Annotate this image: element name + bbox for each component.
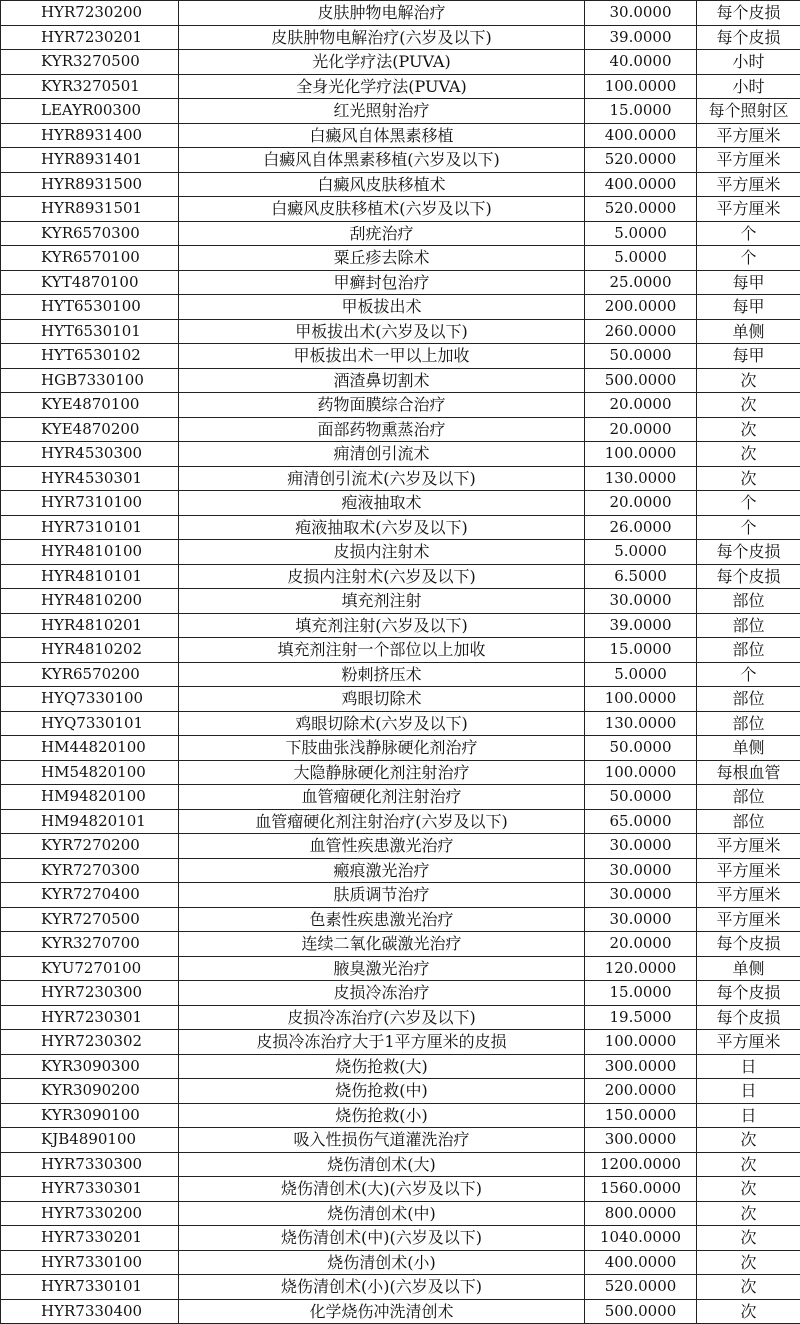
item-unit-cell: 个 — [697, 246, 800, 271]
item-code-cell: KYR6570300 — [1, 221, 179, 246]
table-row — [1, 907, 800, 932]
item-code-cell: KYR3270501 — [1, 74, 179, 99]
item-unit-cell: 次 — [697, 1128, 800, 1153]
table-row — [1, 25, 800, 50]
item-code-cell: HM44820100 — [1, 736, 179, 761]
item-name-cell: 吸入性损伤气道灌洗治疗 — [179, 1128, 585, 1153]
table-row — [1, 74, 800, 99]
item-name-cell: 皮损冷冻治疗 — [179, 981, 585, 1006]
table-row — [1, 1275, 800, 1300]
table-row — [1, 564, 800, 589]
item-unit-cell: 部位 — [697, 589, 800, 614]
item-unit-cell: 每根血管 — [697, 760, 800, 785]
item-unit-cell: 每个皮损 — [697, 981, 800, 1006]
item-unit-cell: 每个皮损 — [697, 25, 800, 50]
item-code-cell: KYR3090300 — [1, 1054, 179, 1079]
table-row — [1, 809, 800, 834]
item-unit-cell: 平方厘米 — [697, 172, 800, 197]
table-row — [1, 956, 800, 981]
item-price-cell: 15.0000 — [585, 981, 697, 1006]
item-unit-cell: 个 — [697, 491, 800, 516]
table-row — [1, 99, 800, 124]
table-row — [1, 858, 800, 883]
item-code-cell: HYR4810201 — [1, 613, 179, 638]
item-unit-cell: 每甲 — [697, 344, 800, 369]
item-unit-cell: 部位 — [697, 785, 800, 810]
item-unit-cell: 每个皮损 — [697, 1, 800, 26]
item-code-cell: KYE4870200 — [1, 417, 179, 442]
item-price-cell: 300.0000 — [585, 1054, 697, 1079]
item-code-cell: HYR7230301 — [1, 1005, 179, 1030]
item-code-cell: KYR3270700 — [1, 932, 179, 957]
item-price-cell: 26.0000 — [585, 515, 697, 540]
item-code-cell: HYR7330100 — [1, 1250, 179, 1275]
table-row — [1, 1152, 800, 1177]
item-price-cell: 39.0000 — [585, 613, 697, 638]
item-price-cell: 200.0000 — [585, 295, 697, 320]
item-name-cell: 全身光化学疗法(PUVA) — [179, 74, 585, 99]
item-code-cell: HYQ7330100 — [1, 687, 179, 712]
item-code-cell: HYR7330301 — [1, 1177, 179, 1202]
item-unit-cell: 单侧 — [697, 956, 800, 981]
table-row — [1, 1103, 800, 1128]
item-code-cell: HM54820100 — [1, 760, 179, 785]
item-price-cell: 1560.0000 — [585, 1177, 697, 1202]
table-row — [1, 270, 800, 295]
item-price-cell: 130.0000 — [585, 711, 697, 736]
item-name-cell: 鸡眼切除术(六岁及以下) — [179, 711, 585, 736]
item-name-cell: 烧伤抢救(大) — [179, 1054, 585, 1079]
item-price-cell: 30.0000 — [585, 858, 697, 883]
item-name-cell: 皮肤肿物电解治疗(六岁及以下) — [179, 25, 585, 50]
item-name-cell: 甲癣封包治疗 — [179, 270, 585, 295]
item-name-cell: 白癜风皮肤移植术 — [179, 172, 585, 197]
item-unit-cell: 平方厘米 — [697, 123, 800, 148]
item-name-cell: 血管瘤硬化剂注射治疗 — [179, 785, 585, 810]
item-name-cell: 白癜风自体黑素移植 — [179, 123, 585, 148]
table-row — [1, 981, 800, 1006]
item-price-cell: 30.0000 — [585, 1, 697, 26]
table-row — [1, 1201, 800, 1226]
item-unit-cell: 平方厘米 — [697, 197, 800, 222]
item-price-cell: 20.0000 — [585, 932, 697, 957]
item-code-cell: HYR7330400 — [1, 1299, 179, 1324]
item-unit-cell: 每个皮损 — [697, 540, 800, 565]
item-price-cell: 300.0000 — [585, 1128, 697, 1153]
item-unit-cell: 每个皮损 — [697, 564, 800, 589]
fee-table-body — [1, 1, 800, 1324]
item-name-cell: 烧伤清创术(中)(六岁及以下) — [179, 1226, 585, 1251]
item-name-cell: 刮疣治疗 — [179, 221, 585, 246]
item-name-cell: 血管性疾患激光治疗 — [179, 834, 585, 859]
item-name-cell: 鸡眼切除术 — [179, 687, 585, 712]
table-row — [1, 760, 800, 785]
item-code-cell: HYR4810101 — [1, 564, 179, 589]
table-row — [1, 1, 800, 26]
item-price-cell: 30.0000 — [585, 589, 697, 614]
item-unit-cell: 每甲 — [697, 270, 800, 295]
item-price-cell: 520.0000 — [585, 148, 697, 173]
item-unit-cell: 日 — [697, 1079, 800, 1104]
item-code-cell: KYR3090100 — [1, 1103, 179, 1128]
item-unit-cell: 平方厘米 — [697, 834, 800, 859]
table-row — [1, 540, 800, 565]
item-code-cell: KYR6570100 — [1, 246, 179, 271]
table-row — [1, 613, 800, 638]
item-price-cell: 150.0000 — [585, 1103, 697, 1128]
item-price-cell: 500.0000 — [585, 1299, 697, 1324]
item-code-cell: HYR7330101 — [1, 1275, 179, 1300]
item-unit-cell: 平方厘米 — [697, 148, 800, 173]
item-unit-cell: 次 — [697, 368, 800, 393]
item-price-cell: 15.0000 — [585, 99, 697, 124]
table-row — [1, 1250, 800, 1275]
item-name-cell: 甲板拔出术一甲以上加收 — [179, 344, 585, 369]
table-row — [1, 736, 800, 761]
item-unit-cell: 次 — [697, 1152, 800, 1177]
item-name-cell: 面部药物熏蒸治疗 — [179, 417, 585, 442]
table-row — [1, 1128, 800, 1153]
item-code-cell: KYE4870100 — [1, 393, 179, 418]
item-unit-cell: 次 — [697, 417, 800, 442]
item-code-cell: HYQ7330101 — [1, 711, 179, 736]
item-price-cell: 50.0000 — [585, 344, 697, 369]
item-code-cell: HYR8931501 — [1, 197, 179, 222]
item-unit-cell: 次 — [697, 1299, 800, 1324]
item-code-cell: LEAYR00300 — [1, 99, 179, 124]
item-code-cell: KYR7270400 — [1, 883, 179, 908]
item-code-cell: KYR7270200 — [1, 834, 179, 859]
item-name-cell: 血管瘤硬化剂注射治疗(六岁及以下) — [179, 809, 585, 834]
item-unit-cell: 平方厘米 — [697, 907, 800, 932]
item-unit-cell: 小时 — [697, 74, 800, 99]
table-row — [1, 319, 800, 344]
item-price-cell: 400.0000 — [585, 123, 697, 148]
item-price-cell: 100.0000 — [585, 74, 697, 99]
item-code-cell: HYR7310101 — [1, 515, 179, 540]
table-row — [1, 711, 800, 736]
item-name-cell: 皮损内注射术 — [179, 540, 585, 565]
item-name-cell: 烧伤抢救(小) — [179, 1103, 585, 1128]
item-name-cell: 填充剂注射 — [179, 589, 585, 614]
item-price-cell: 50.0000 — [585, 785, 697, 810]
item-name-cell: 连续二氧化碳激光治疗 — [179, 932, 585, 957]
item-unit-cell: 日 — [697, 1054, 800, 1079]
item-name-cell: 腋臭激光治疗 — [179, 956, 585, 981]
item-code-cell: KYR7270500 — [1, 907, 179, 932]
table-row — [1, 1005, 800, 1030]
item-name-cell: 烧伤清创术(中) — [179, 1201, 585, 1226]
item-price-cell: 15.0000 — [585, 638, 697, 663]
item-price-cell: 520.0000 — [585, 1275, 697, 1300]
item-unit-cell: 次 — [697, 442, 800, 467]
item-name-cell: 皮损内注射术(六岁及以下) — [179, 564, 585, 589]
table-row — [1, 344, 800, 369]
table-row — [1, 197, 800, 222]
item-price-cell: 6.5000 — [585, 564, 697, 589]
table-row — [1, 466, 800, 491]
item-unit-cell: 平方厘米 — [697, 858, 800, 883]
item-unit-cell: 每个皮损 — [697, 932, 800, 957]
item-name-cell: 色素性疾患激光治疗 — [179, 907, 585, 932]
item-code-cell: HYR7230302 — [1, 1030, 179, 1055]
item-price-cell: 50.0000 — [585, 736, 697, 761]
table-row — [1, 1030, 800, 1055]
item-name-cell: 疱液抽取术 — [179, 491, 585, 516]
item-code-cell: HYT6530101 — [1, 319, 179, 344]
item-name-cell: 粉刺挤压术 — [179, 662, 585, 687]
item-name-cell: 光化学疗法(PUVA) — [179, 50, 585, 75]
item-price-cell: 65.0000 — [585, 809, 697, 834]
item-price-cell: 260.0000 — [585, 319, 697, 344]
item-unit-cell: 次 — [697, 1201, 800, 1226]
item-unit-cell: 日 — [697, 1103, 800, 1128]
item-code-cell: HYR4810200 — [1, 589, 179, 614]
table-row — [1, 1226, 800, 1251]
item-name-cell: 甲板拔出术(六岁及以下) — [179, 319, 585, 344]
item-code-cell: HYR7330201 — [1, 1226, 179, 1251]
table-row — [1, 1177, 800, 1202]
table-row — [1, 1079, 800, 1104]
table-row — [1, 172, 800, 197]
item-unit-cell: 部位 — [697, 809, 800, 834]
item-price-cell: 19.5000 — [585, 1005, 697, 1030]
item-price-cell: 39.0000 — [585, 25, 697, 50]
item-price-cell: 30.0000 — [585, 883, 697, 908]
table-row — [1, 883, 800, 908]
item-price-cell: 5.0000 — [585, 221, 697, 246]
item-code-cell: HGB7330100 — [1, 368, 179, 393]
item-price-cell: 100.0000 — [585, 442, 697, 467]
item-name-cell: 肤质调节治疗 — [179, 883, 585, 908]
item-price-cell: 100.0000 — [585, 1030, 697, 1055]
table-row — [1, 515, 800, 540]
table-row — [1, 442, 800, 467]
item-name-cell: 填充剂注射一个部位以上加收 — [179, 638, 585, 663]
item-code-cell: KYR3090200 — [1, 1079, 179, 1104]
item-price-cell: 130.0000 — [585, 466, 697, 491]
item-name-cell: 酒渣鼻切割术 — [179, 368, 585, 393]
table-row — [1, 393, 800, 418]
item-name-cell: 烧伤清创术(大)(六岁及以下) — [179, 1177, 585, 1202]
item-unit-cell: 小时 — [697, 50, 800, 75]
item-price-cell: 100.0000 — [585, 760, 697, 785]
item-name-cell: 烧伤清创术(小)(六岁及以下) — [179, 1275, 585, 1300]
item-unit-cell: 每甲 — [697, 295, 800, 320]
item-code-cell: HYR8931500 — [1, 172, 179, 197]
item-name-cell: 痈清创引流术 — [179, 442, 585, 467]
item-code-cell: HYR7330300 — [1, 1152, 179, 1177]
item-price-cell: 400.0000 — [585, 1250, 697, 1275]
item-name-cell: 化学烧伤冲洗清创术 — [179, 1299, 585, 1324]
item-code-cell: HYR7230201 — [1, 25, 179, 50]
item-code-cell: KYR6570200 — [1, 662, 179, 687]
table-row — [1, 1299, 800, 1324]
item-price-cell: 5.0000 — [585, 540, 697, 565]
item-name-cell: 甲板拔出术 — [179, 295, 585, 320]
table-row — [1, 785, 800, 810]
item-name-cell: 烧伤抢救(中) — [179, 1079, 585, 1104]
item-unit-cell: 次 — [697, 1275, 800, 1300]
item-name-cell: 烧伤清创术(大) — [179, 1152, 585, 1177]
item-price-cell: 5.0000 — [585, 246, 697, 271]
item-price-cell: 1200.0000 — [585, 1152, 697, 1177]
item-name-cell: 瘢痕激光治疗 — [179, 858, 585, 883]
item-code-cell: HYR4530301 — [1, 466, 179, 491]
table-row — [1, 834, 800, 859]
item-code-cell: HYR8931400 — [1, 123, 179, 148]
item-unit-cell: 次 — [697, 1250, 800, 1275]
item-unit-cell: 个 — [697, 515, 800, 540]
item-unit-cell: 每个照射区 — [697, 99, 800, 124]
item-name-cell: 红光照射治疗 — [179, 99, 585, 124]
item-price-cell: 520.0000 — [585, 197, 697, 222]
item-unit-cell: 次 — [697, 1226, 800, 1251]
item-code-cell: HYR4530300 — [1, 442, 179, 467]
item-name-cell: 大隐静脉硬化剂注射治疗 — [179, 760, 585, 785]
item-price-cell: 20.0000 — [585, 417, 697, 442]
item-price-cell: 20.0000 — [585, 491, 697, 516]
table-row — [1, 123, 800, 148]
item-unit-cell: 次 — [697, 466, 800, 491]
item-name-cell: 皮肤肿物电解治疗 — [179, 1, 585, 26]
item-price-cell: 120.0000 — [585, 956, 697, 981]
table-row — [1, 662, 800, 687]
item-code-cell: KJB4890100 — [1, 1128, 179, 1153]
item-name-cell: 填充剂注射(六岁及以下) — [179, 613, 585, 638]
item-price-cell: 5.0000 — [585, 662, 697, 687]
item-name-cell: 疱液抽取术(六岁及以下) — [179, 515, 585, 540]
item-unit-cell: 部位 — [697, 711, 800, 736]
item-unit-cell: 个 — [697, 662, 800, 687]
item-code-cell: KYT4870100 — [1, 270, 179, 295]
item-code-cell: HYT6530102 — [1, 344, 179, 369]
table-row — [1, 50, 800, 75]
item-price-cell: 400.0000 — [585, 172, 697, 197]
item-unit-cell: 平方厘米 — [697, 883, 800, 908]
item-code-cell: HYR4810202 — [1, 638, 179, 663]
item-name-cell: 皮损冷冻治疗(六岁及以下) — [179, 1005, 585, 1030]
item-code-cell: KYR7270300 — [1, 858, 179, 883]
item-price-cell: 800.0000 — [585, 1201, 697, 1226]
item-unit-cell: 部位 — [697, 613, 800, 638]
item-name-cell: 下肢曲张浅静脉硬化剂治疗 — [179, 736, 585, 761]
item-code-cell: HM94820100 — [1, 785, 179, 810]
item-code-cell: KYU7270100 — [1, 956, 179, 981]
item-code-cell: HYR7230200 — [1, 1, 179, 26]
item-unit-cell: 部位 — [697, 687, 800, 712]
table-row — [1, 491, 800, 516]
item-unit-cell: 部位 — [697, 638, 800, 663]
table-row — [1, 417, 800, 442]
item-unit-cell: 每个皮损 — [697, 1005, 800, 1030]
table-row — [1, 638, 800, 663]
table-row — [1, 148, 800, 173]
table-row — [1, 589, 800, 614]
table-row — [1, 687, 800, 712]
item-code-cell: HYR8931401 — [1, 148, 179, 173]
table-row — [1, 221, 800, 246]
table-row — [1, 932, 800, 957]
item-price-cell: 25.0000 — [585, 270, 697, 295]
item-code-cell: HM94820101 — [1, 809, 179, 834]
item-code-cell: HYR7330200 — [1, 1201, 179, 1226]
item-price-cell: 20.0000 — [585, 393, 697, 418]
item-unit-cell: 次 — [697, 1177, 800, 1202]
item-name-cell: 烧伤清创术(小) — [179, 1250, 585, 1275]
table-row — [1, 1054, 800, 1079]
table-row — [1, 246, 800, 271]
item-name-cell: 粟丘疹去除术 — [179, 246, 585, 271]
item-price-cell: 100.0000 — [585, 687, 697, 712]
item-price-cell: 200.0000 — [585, 1079, 697, 1104]
item-price-cell: 1040.0000 — [585, 1226, 697, 1251]
item-code-cell: HYR7310100 — [1, 491, 179, 516]
item-name-cell: 药物面膜综合治疗 — [179, 393, 585, 418]
item-price-cell: 500.0000 — [585, 368, 697, 393]
item-unit-cell: 单侧 — [697, 319, 800, 344]
item-price-cell: 30.0000 — [585, 834, 697, 859]
item-code-cell: HYR4810100 — [1, 540, 179, 565]
item-name-cell: 白癜风自体黑素移植(六岁及以下) — [179, 148, 585, 173]
item-name-cell: 白癜风皮肤移植术(六岁及以下) — [179, 197, 585, 222]
item-price-cell: 40.0000 — [585, 50, 697, 75]
item-unit-cell: 次 — [697, 393, 800, 418]
item-unit-cell: 单侧 — [697, 736, 800, 761]
item-name-cell: 痈清创引流术(六岁及以下) — [179, 466, 585, 491]
item-name-cell: 皮损冷冻治疗大于1平方厘米的皮损 — [179, 1030, 585, 1055]
item-code-cell: HYR7230300 — [1, 981, 179, 1006]
item-code-cell: HYT6530100 — [1, 295, 179, 320]
item-unit-cell: 个 — [697, 221, 800, 246]
item-code-cell: KYR3270500 — [1, 50, 179, 75]
item-price-cell: 30.0000 — [585, 907, 697, 932]
table-row — [1, 368, 800, 393]
item-unit-cell: 平方厘米 — [697, 1030, 800, 1055]
table-row — [1, 295, 800, 320]
